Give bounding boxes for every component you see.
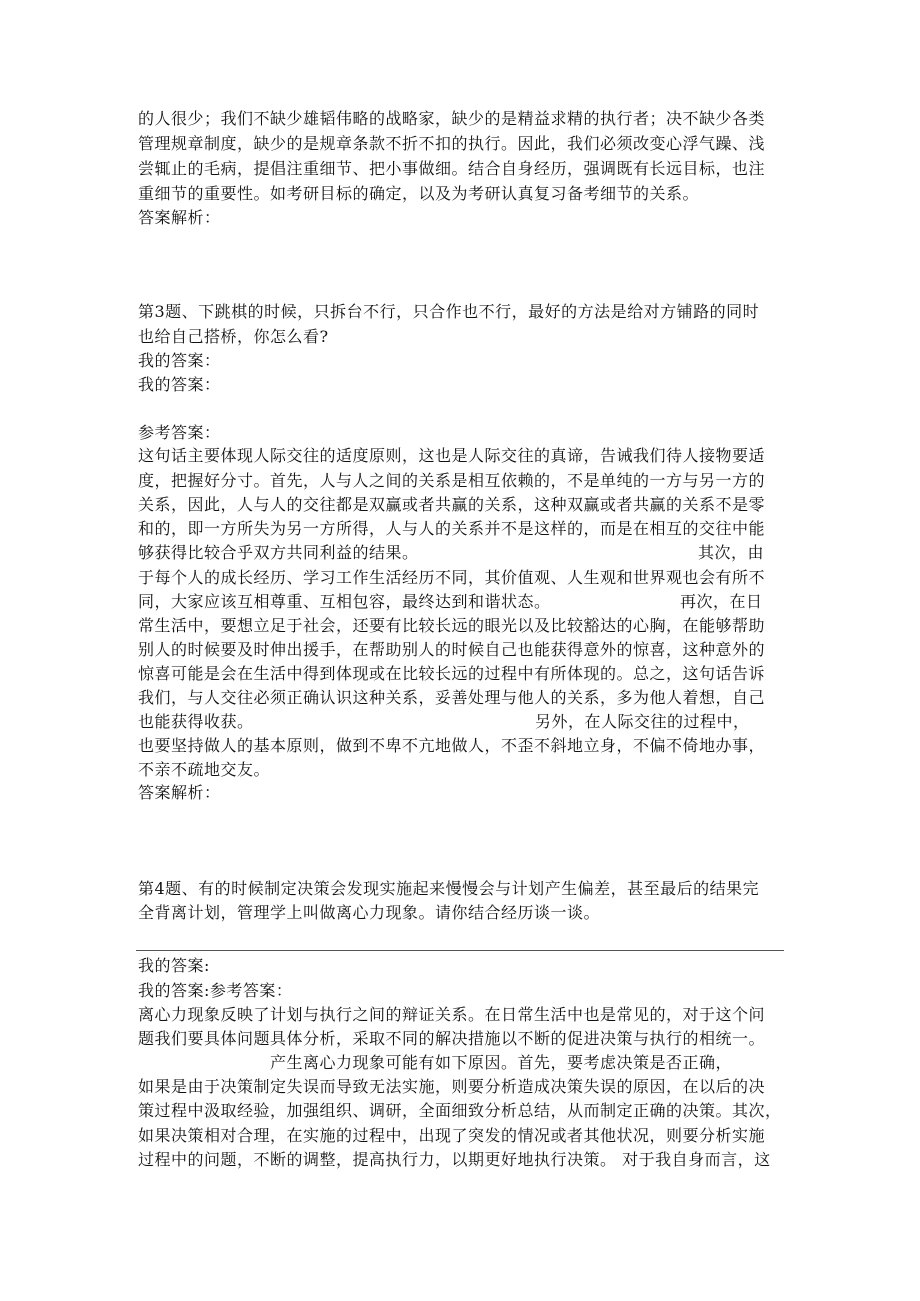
reference-answer-line: 不亲不疏地交友。 xyxy=(138,760,271,779)
reference-answer-fragment: 另外，在人际交往的过程中， xyxy=(535,712,750,731)
paragraph-line: 管理规章制度，缺少的是规章条款不折不扣的执行。因此，我们必须改变心浮气躁、浅 xyxy=(138,134,766,153)
paragraph-line: 的人很少；我们不缺少雄韬伟略的战略家，缺少的是精益求精的执行者；决不缺少各类 xyxy=(138,109,766,128)
reference-answer-line: 我们，与人交往必须正确认识这种关系，妥善处理与他人的关系，多为他人着想，自己 xyxy=(138,688,766,707)
my-answer-label: 我的答案： xyxy=(138,351,221,370)
reference-answer-label: 参考答案： xyxy=(138,423,221,442)
reference-answer-line: 也能获得收获。 xyxy=(138,712,254,731)
question-4-line: 第4题、有的时候制定决策会发现实施起来慢慢会与计划产生偏差，甚至最后的结果完 xyxy=(138,879,760,898)
answer-analysis-label: 答案解析： xyxy=(138,208,221,227)
reference-answer-line: 产生离心力现象可能有如下原因。首先，要考虑决策是否正确， xyxy=(270,1053,733,1072)
reference-answer-line: 和的，即一方所失为另一方所得，人与人的关系并不是这样的，而是在相互的交往中能 xyxy=(138,519,766,538)
reference-answer-line: 惊喜可能是会在生活中得到体现或在比较长远的过程中有所体现的。总之，这句话告诉 xyxy=(138,664,766,683)
reference-answer-line: 如果决策相对合理，在实施的过程中，出现了突发的情况或者其他状况，则要分析实施 xyxy=(138,1126,766,1145)
reference-answer-line: 同，大家应该互相尊重、互相包容，最终达到和谐状态。 xyxy=(138,592,551,611)
reference-answer-line: 也要坚持做人的基本原则，做到不卑不亢地做人，不歪不斜地立身，不偏不倚地办事， xyxy=(138,736,766,755)
reference-answer-line: 如果是由于决策制定失误而导致无法实施，则要分析造成决策失误的原因，在以后的决 xyxy=(138,1077,766,1096)
reference-answer-line: 别人的时候要及时伸出援手，在帮助别人的时候自己也能获得意外的惊喜，这种意外的 xyxy=(138,640,766,659)
reference-answer-fragment: 其次，由 xyxy=(698,543,765,562)
paragraph-line: 重细节的重要性。如考研目标的确定，以及为考研认真复习备考细节的关系。 xyxy=(138,184,700,203)
my-answer-label: 我的答案： xyxy=(138,375,221,394)
reference-answer-line: 过程中的问题，不断的调整，提高执行力，以期更好地执行决策。 对于我自身而言，这 xyxy=(138,1150,771,1169)
question-3-line: 第3题、下跳棋的时候，只拆台不行，只合作也不行，最好的方法是给对方铺路的同时 xyxy=(138,302,760,321)
reference-answer-line: 题我们要具体问题具体分析，采取不同的解决措施以不断的促进决策与执行的相统一。 xyxy=(138,1029,766,1048)
my-answer-label: 我的答案:参考答案： xyxy=(138,981,293,1000)
reference-answer-line: 关系，因此，人与人的交往都是双赢或者共赢的关系，这种双赢或者共赢的关系不是零 xyxy=(138,495,766,514)
question-4-line: 全背离计划，管理学上叫做离心力现象。请你结合经历谈一谈。 xyxy=(138,903,601,922)
question-3-line: 也给自己搭桥，你怎么看? xyxy=(138,327,329,346)
reference-answer-line: 于每个人的成长经历、学习工作生活经历不同，其价值观、人生观和世界观也会有所不 xyxy=(138,568,766,587)
answer-analysis-label: 答案解析： xyxy=(138,783,221,802)
reference-answer-line: 离心力现象反映了计划与执行之间的辩证关系。在日常生活中也是常见的，对于这个问 xyxy=(138,1005,766,1024)
reference-answer-line: 这句话主要体现人际交往的适度原则，这也是人际交往的真谛，告诫我们待人接物要适 xyxy=(138,446,766,465)
reference-answer-line: 常生活中，要想立足于社会，还要有比较长远的眼光以及比较豁达的心胸，在能够帮助 xyxy=(138,616,766,635)
reference-answer-fragment: 再次，在日 xyxy=(680,592,763,611)
reference-answer-line: 够获得比较合乎双方共同利益的结果。 xyxy=(138,543,419,562)
my-answer-label: 我的答案: xyxy=(138,956,210,975)
paragraph-line: 尝辄止的毛病，提倡注重细节、把小事做细。结合自身经历，强调既有长远目标，也注 xyxy=(138,159,766,178)
horizontal-divider xyxy=(136,950,784,951)
reference-answer-line: 策过程中汲取经验，加强组织、调研，全面细致分析总结，从而制定正确的决策。其次， xyxy=(138,1101,782,1120)
reference-answer-line: 度，把握好分寸。首先，人与人之间的关系是相互依赖的，不是单纯的一方与另一方的 xyxy=(138,471,766,490)
